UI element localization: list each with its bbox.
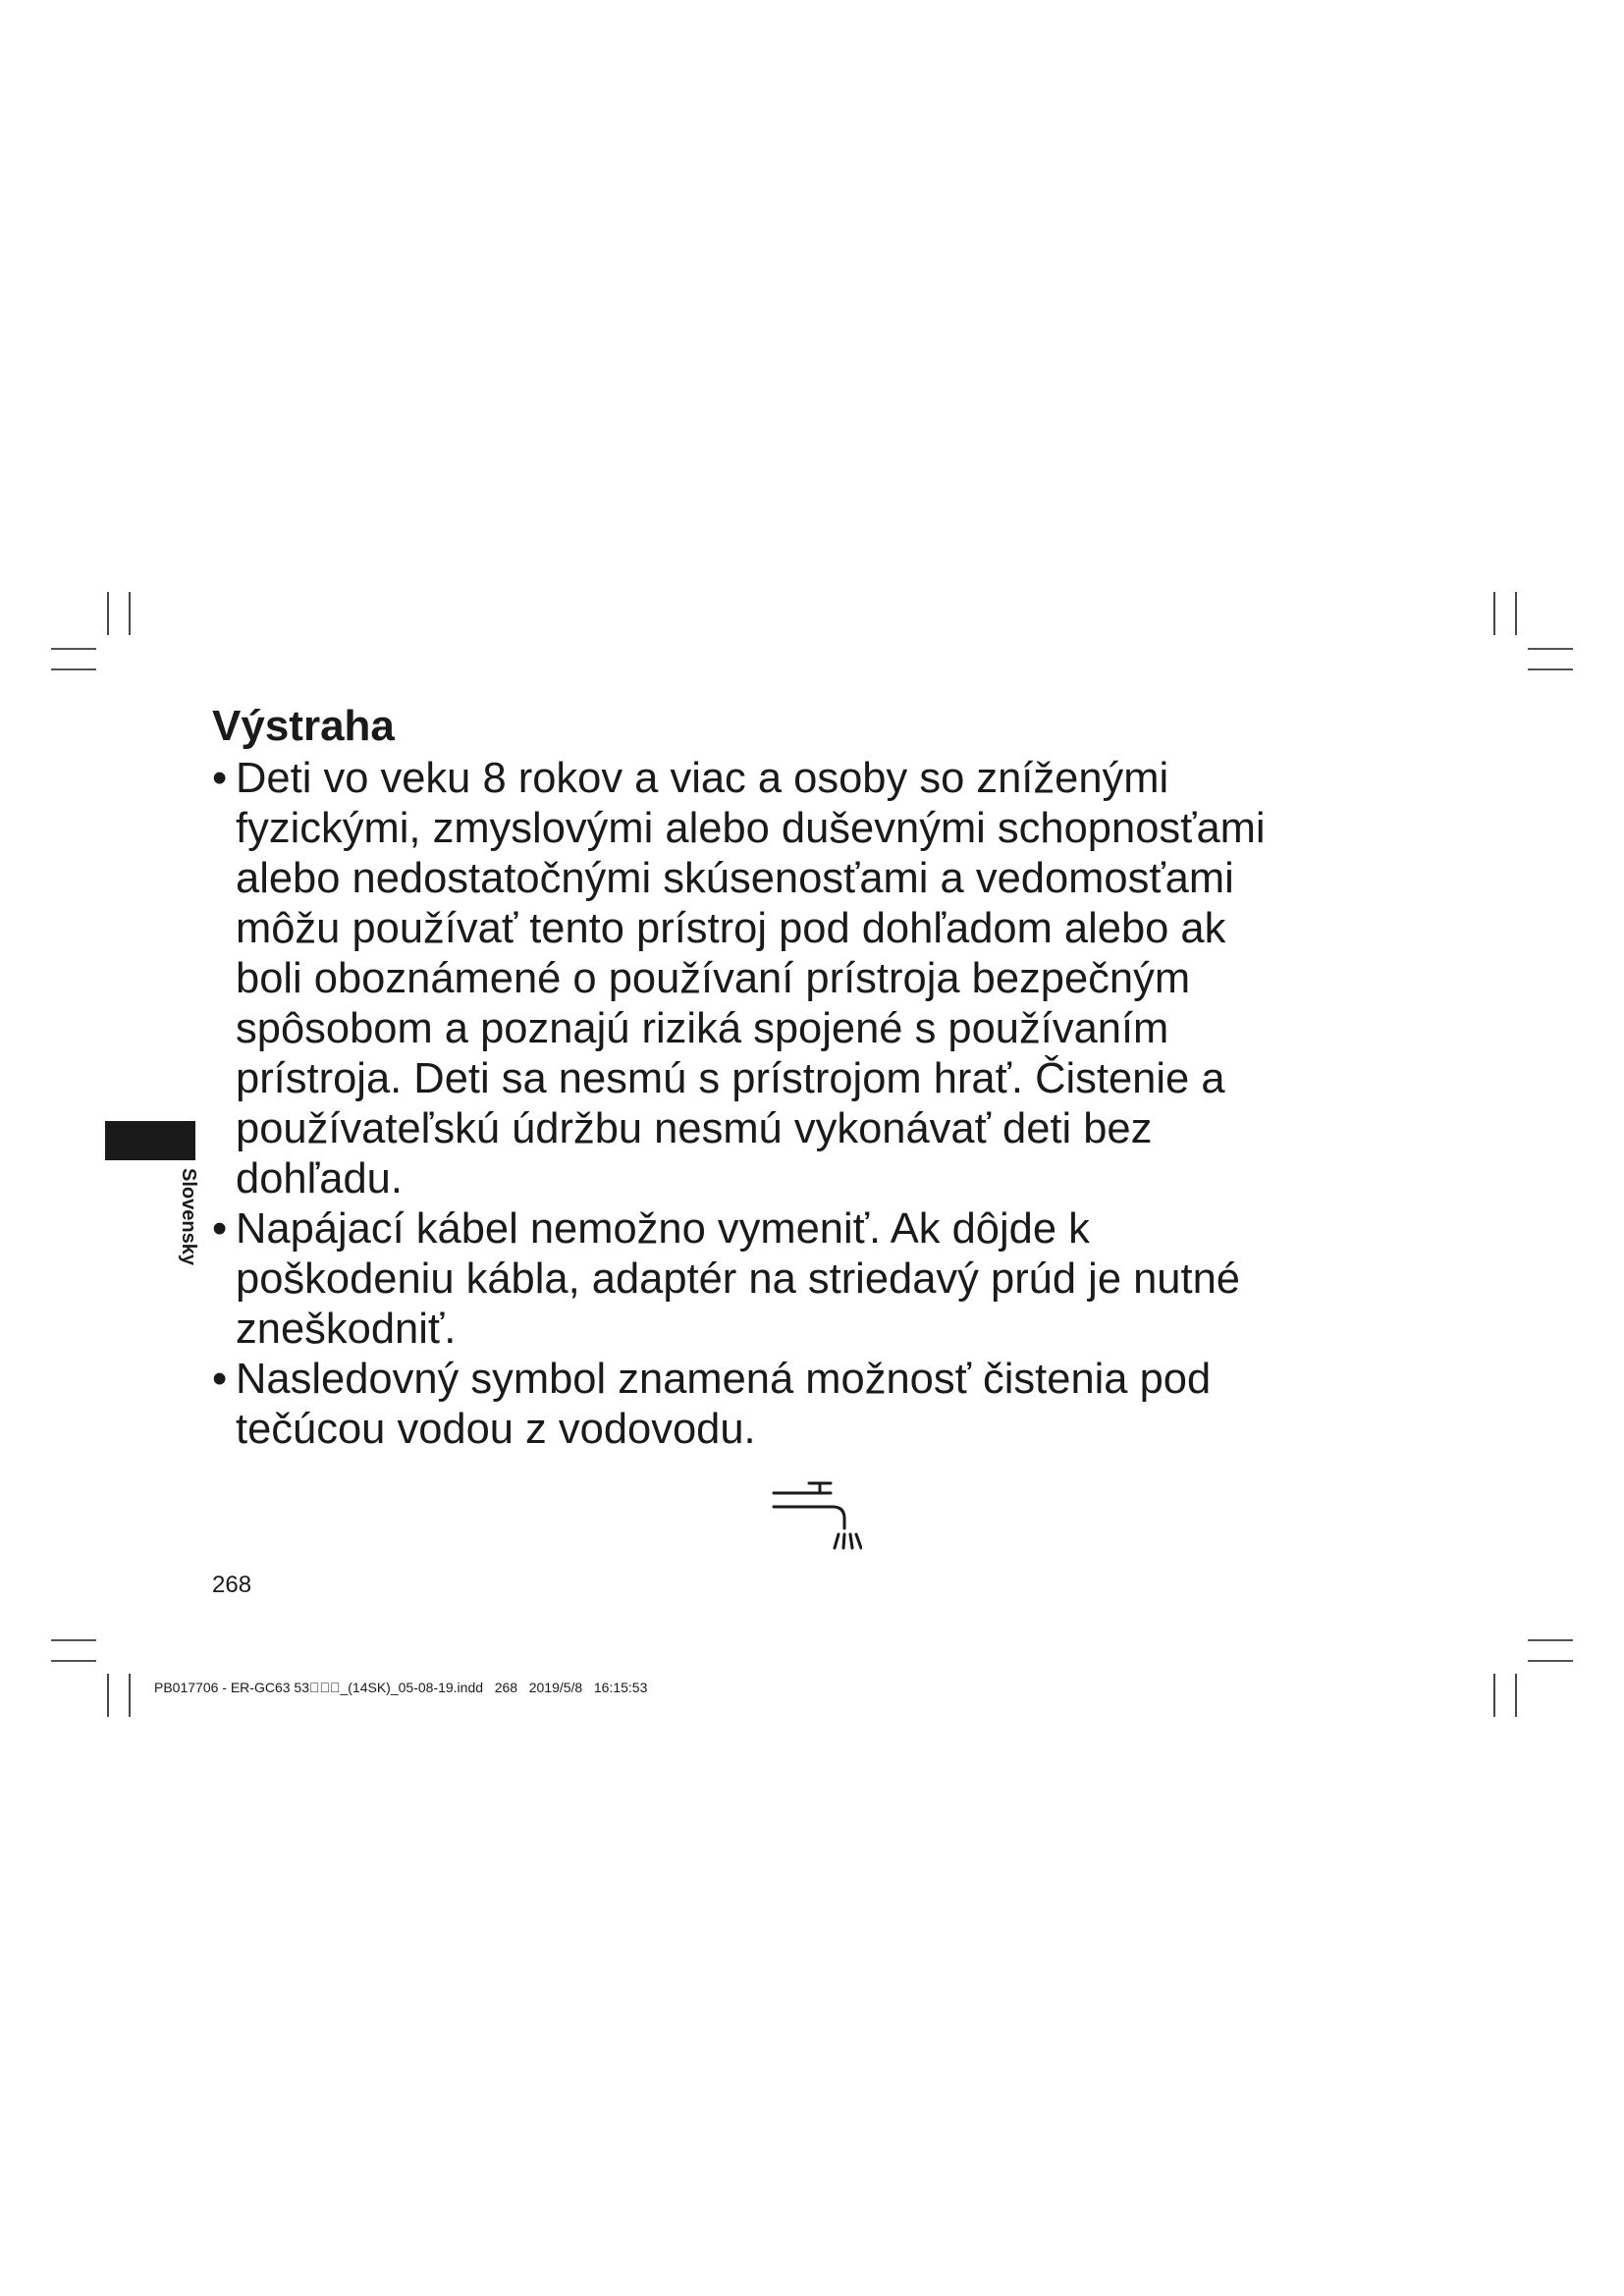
bullet-line: Napájací kábel nemožno vymeniť. Ak dôjde k: [236, 1205, 1090, 1253]
bullet-line: fyzickými, zmyslovými alebo duševnými schopnosťami: [236, 805, 1266, 852]
bullet-line: spôsobom a poznajú riziká spojené s používaním: [236, 1005, 1169, 1052]
warning-item-cable: [212, 1204, 1439, 1355]
warning-item-symbol: [212, 1355, 1439, 1455]
bullet-dot: •: [212, 1356, 228, 1403]
bullet-line: poškodeniu kábla, adaptér na striedavý prúd je nutné: [236, 1255, 1240, 1303]
bullet-line: zneškodniť.: [236, 1306, 457, 1353]
warning-list: [212, 754, 1439, 1455]
warning-heading: Výstraha: [212, 702, 395, 750]
bullet-line: dohľadu.: [236, 1155, 403, 1202]
bullet-dot: •: [212, 1205, 228, 1253]
water-tap-icon: [770, 1477, 862, 1558]
language-tab-marker: [105, 1121, 195, 1160]
warning-section: [212, 699, 1439, 1455]
bullet-line: prístroja. Deti sa nesmú s prístrojom hrať. Čistenie a: [236, 1055, 1225, 1102]
print-slug: PB017706 - ER-GC63 53   _(14SK)_05-08-19.indd 268 2019/5/8 16:15:53: [154, 1680, 648, 1695]
bullet-line: Deti vo veku 8 rokov a viac a osoby so zníženými: [236, 755, 1169, 802]
bullet-line: tečúcou vodou z vodovodu.: [236, 1406, 756, 1453]
warning-item-children: [212, 754, 1439, 1204]
bullet-line: boli oboznámené o používaní prístroja bezpečným: [236, 955, 1191, 1002]
bullet-line: alebo nedostatočnými skúsenosťami a vedomosťami: [236, 855, 1234, 902]
bullet-line: používateľskú údržbu nesmú vykonávať deti bez: [236, 1105, 1153, 1152]
bullet-dot: •: [212, 755, 228, 802]
bullet-line: Nasledovný symbol znamená možnosť čistenia pod: [236, 1356, 1212, 1403]
language-side-label: Slovensky: [178, 1168, 199, 1265]
page-number: 268: [212, 1572, 252, 1598]
bullet-line: môžu používať tento prístroj pod dohľadom alebo ak: [236, 905, 1226, 952]
